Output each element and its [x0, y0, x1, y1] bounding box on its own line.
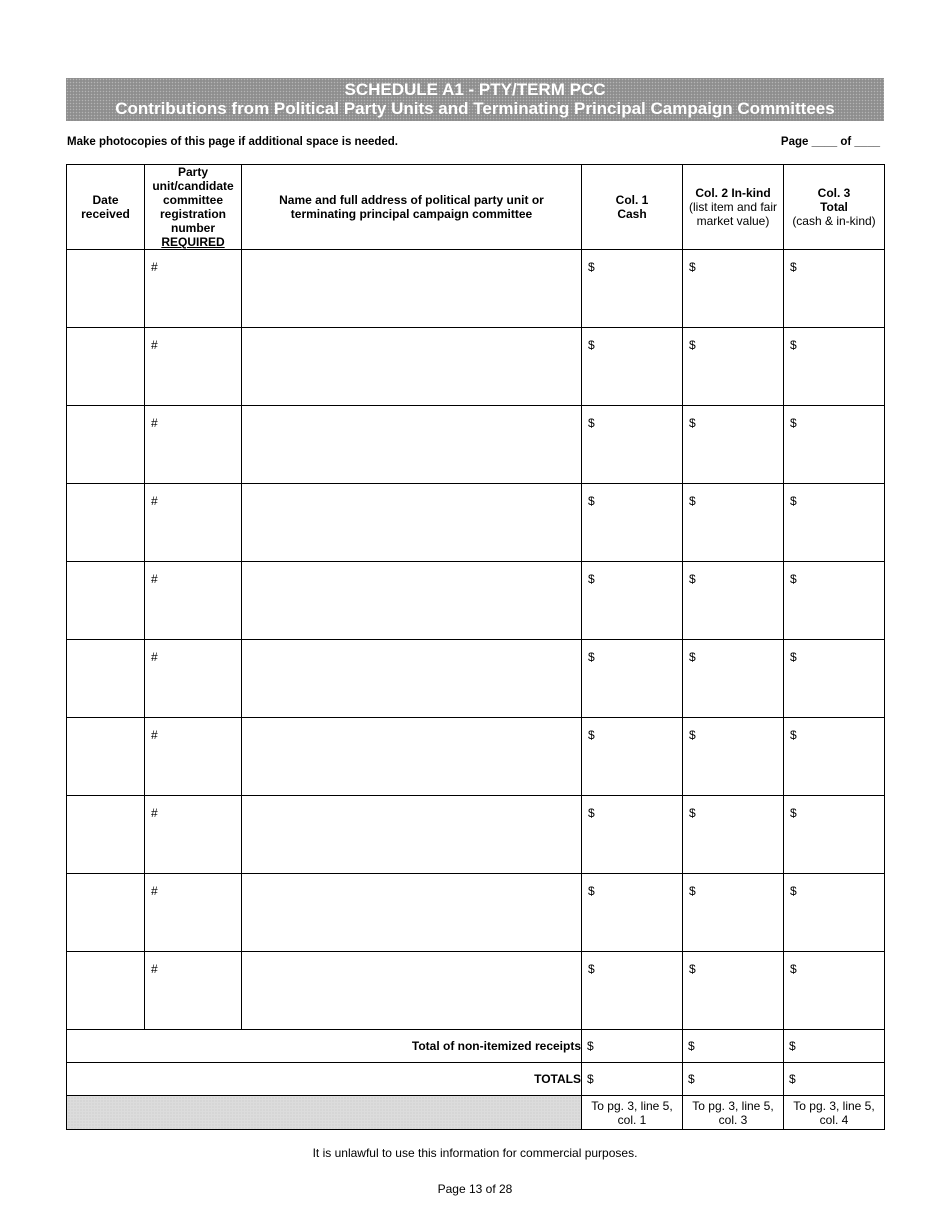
name-address-cell[interactable] [242, 484, 582, 562]
registration-cell[interactable]: # [145, 874, 242, 952]
non-itemized-row [67, 1030, 885, 1063]
date-received-cell[interactable] [67, 328, 145, 406]
total-cell[interactable]: $ [784, 718, 885, 796]
totals-row [67, 1063, 885, 1096]
header-col1-sub: Cash [617, 207, 647, 221]
reference-col3: To pg. 3, line 5, col. 4 [784, 1096, 885, 1130]
table-row [67, 796, 885, 874]
total-cell[interactable]: $ [784, 874, 885, 952]
name-address-cell[interactable] [242, 718, 582, 796]
name-address-cell[interactable] [242, 562, 582, 640]
name-address-cell[interactable] [242, 952, 582, 1030]
totals-inkind-cell[interactable]: $ [683, 1063, 784, 1096]
total-cell[interactable]: $ [784, 952, 885, 1030]
table-row [67, 718, 885, 796]
name-address-cell[interactable] [242, 250, 582, 328]
table-row [67, 250, 885, 328]
schedule-title-bar [66, 78, 884, 121]
total-cell[interactable]: $ [784, 328, 885, 406]
header-col2-sub: (list item and fair market value) [688, 200, 778, 228]
name-address-cell[interactable] [242, 328, 582, 406]
cash-cell[interactable]: $ [582, 718, 683, 796]
inkind-cell[interactable]: $ [683, 328, 784, 406]
header-registration-label: Party unit/candidate committee registration number [152, 165, 234, 235]
registration-cell[interactable]: # [145, 562, 242, 640]
registration-cell[interactable]: # [145, 796, 242, 874]
header-registration-required: REQUIRED [161, 235, 225, 249]
total-cell[interactable]: $ [784, 562, 885, 640]
table-row [67, 484, 885, 562]
header-col2-inkind [683, 165, 784, 250]
registration-cell[interactable]: # [145, 484, 242, 562]
table-row [67, 406, 885, 484]
shaded-blank-cell [67, 1096, 582, 1130]
cash-cell[interactable]: $ [582, 562, 683, 640]
cash-cell[interactable]: $ [582, 250, 683, 328]
cash-cell[interactable]: $ [582, 328, 683, 406]
non-itemized-inkind-cell[interactable]: $ [683, 1030, 784, 1063]
date-received-cell[interactable] [67, 874, 145, 952]
contributions-table [66, 164, 885, 1130]
table-row [67, 640, 885, 718]
inkind-cell[interactable]: $ [683, 406, 784, 484]
registration-cell[interactable]: # [145, 250, 242, 328]
table-header-row [67, 165, 885, 250]
photocopy-instructions: Make photocopies of this page if additional space is needed. [67, 136, 399, 148]
totals-cash-cell[interactable]: $ [582, 1063, 683, 1096]
table-row [67, 874, 885, 952]
inkind-cell[interactable]: $ [683, 250, 784, 328]
name-address-cell[interactable] [242, 406, 582, 484]
schedule-title: SCHEDULE A1 - PTY/TERM PCC [344, 80, 606, 99]
header-col3-sub: (cash & in-kind) [792, 214, 876, 228]
cash-cell[interactable]: $ [582, 796, 683, 874]
date-received-cell[interactable] [67, 952, 145, 1030]
date-received-cell[interactable] [67, 796, 145, 874]
total-cell[interactable]: $ [784, 406, 885, 484]
table-row [67, 328, 885, 406]
cash-cell[interactable]: $ [582, 640, 683, 718]
table-row [67, 562, 885, 640]
header-col1-title: Col. 1 [615, 193, 649, 207]
registration-cell[interactable]: # [145, 406, 242, 484]
registration-cell[interactable]: # [145, 640, 242, 718]
inkind-cell[interactable]: $ [683, 640, 784, 718]
date-received-cell[interactable] [67, 562, 145, 640]
page-number: Page 13 of 28 [437, 1182, 513, 1196]
reference-col2: To pg. 3, line 5, col. 3 [683, 1096, 784, 1130]
registration-cell[interactable]: # [145, 952, 242, 1030]
total-cell[interactable]: $ [784, 250, 885, 328]
inkind-cell[interactable]: $ [683, 952, 784, 1030]
reference-col1: To pg. 3, line 5, col. 1 [582, 1096, 683, 1130]
date-received-cell[interactable] [67, 250, 145, 328]
totals-total-cell[interactable]: $ [784, 1063, 885, 1096]
page-of-field[interactable]: Page ____ of ____ [780, 136, 880, 148]
totals-label: TOTALS [67, 1063, 582, 1096]
cash-cell[interactable]: $ [582, 406, 683, 484]
non-itemized-cash-cell[interactable]: $ [582, 1030, 683, 1063]
table-row [67, 952, 885, 1030]
header-col3-title: Col. 3 [817, 186, 851, 200]
total-cell[interactable]: $ [784, 796, 885, 874]
header-col3-bold: Total [820, 200, 848, 214]
inkind-cell[interactable]: $ [683, 562, 784, 640]
reference-row [67, 1096, 885, 1130]
name-address-cell[interactable] [242, 796, 582, 874]
header-date-received: Date received [67, 165, 145, 250]
header-name-address: Name and full address of political party unit or terminating principal campaign committee [242, 165, 582, 250]
total-cell[interactable]: $ [784, 640, 885, 718]
registration-cell[interactable]: # [145, 328, 242, 406]
schedule-subtitle: Contributions from Political Party Units and Terminating Principal Campaign Committees [115, 99, 835, 118]
header-col1-cash [582, 165, 683, 250]
name-address-cell[interactable] [242, 640, 582, 718]
commercial-use-disclaimer: It is unlawful to use this information for commercial purposes. [312, 1146, 638, 1160]
header-col2-title: Col. 2 In-kind [695, 186, 771, 200]
non-itemized-total-cell[interactable]: $ [784, 1030, 885, 1063]
name-address-cell[interactable] [242, 874, 582, 952]
registration-cell[interactable]: # [145, 718, 242, 796]
cash-cell[interactable]: $ [582, 874, 683, 952]
cash-cell[interactable]: $ [582, 952, 683, 1030]
cash-cell[interactable]: $ [582, 484, 683, 562]
date-received-cell[interactable] [67, 640, 145, 718]
total-cell[interactable]: $ [784, 484, 885, 562]
date-received-cell[interactable] [67, 484, 145, 562]
inkind-cell[interactable]: $ [683, 484, 784, 562]
date-received-cell[interactable] [67, 406, 145, 484]
date-received-cell[interactable] [67, 718, 145, 796]
inkind-cell[interactable]: $ [683, 796, 784, 874]
inkind-cell[interactable]: $ [683, 874, 784, 952]
header-col3-total [784, 165, 885, 250]
header-registration-number [145, 165, 242, 250]
inkind-cell[interactable]: $ [683, 718, 784, 796]
non-itemized-label: Total of non-itemized receipts [67, 1030, 582, 1063]
